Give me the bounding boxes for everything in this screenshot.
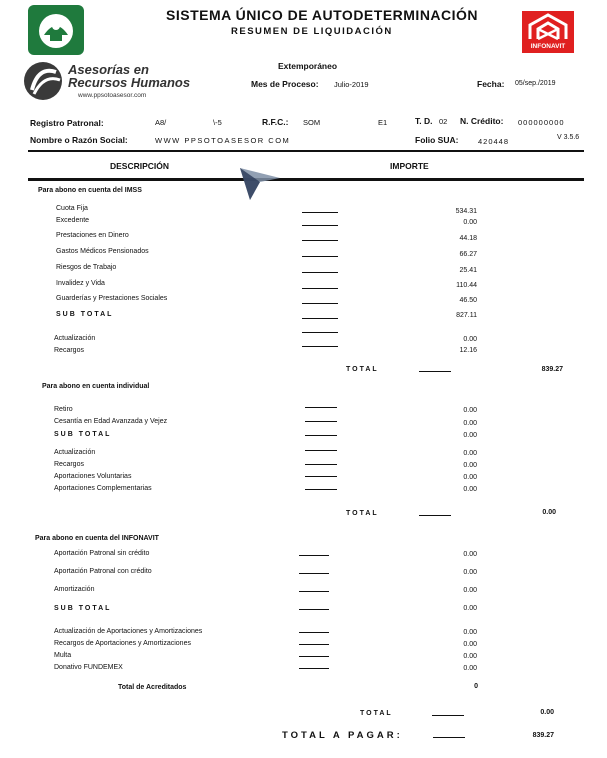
entry-line bbox=[299, 656, 329, 657]
infonavit-amortizacion-label: Amortización bbox=[54, 586, 95, 593]
individual-retiro-label: Retiro bbox=[54, 406, 73, 413]
entry-line bbox=[305, 421, 337, 422]
infonavit-item-value: 0.00 bbox=[463, 665, 477, 672]
entry-line bbox=[305, 407, 337, 408]
imss-item-value: 46.50 bbox=[459, 297, 477, 304]
grand-total-value: 839.27 bbox=[532, 732, 554, 739]
imss-recargos-value: 12.16 bbox=[459, 347, 477, 354]
entry-line bbox=[299, 609, 329, 610]
individual-heading: Para abono en cuenta individual bbox=[42, 383, 150, 390]
imss-item-label: Invalidez y Vida bbox=[56, 280, 105, 287]
infonavit-total-value: 0.00 bbox=[540, 709, 554, 716]
individual-retiro-value: 0.00 bbox=[463, 407, 477, 414]
header-rule-top bbox=[28, 150, 584, 152]
individual-item-value: 0.00 bbox=[463, 474, 477, 481]
page-title: SISTEMA ÚNICO DE AUTODETERMINACIÓN bbox=[166, 7, 479, 23]
td-label: T. D. bbox=[415, 116, 433, 126]
imss-item-label: Excedente bbox=[56, 217, 90, 224]
type-label: Extemporáneo bbox=[278, 61, 338, 71]
watermark-line2: Recursos Humanos bbox=[68, 75, 191, 90]
entry-line bbox=[299, 632, 329, 633]
imss-item-label: Prestaciones en Dinero bbox=[56, 232, 129, 239]
watermark-logo bbox=[22, 60, 191, 102]
entry-line bbox=[302, 225, 338, 226]
col-descripcion: DESCRIPCIÓN bbox=[110, 161, 170, 171]
entry-line bbox=[302, 212, 338, 213]
folio-value: 420448 bbox=[478, 137, 510, 146]
cursor-arrow-icon bbox=[238, 166, 282, 207]
entry-line bbox=[419, 515, 451, 516]
individual-item-value: 0.00 bbox=[463, 462, 477, 469]
page-subtitle: RESUMEN DE LIQUIDACIÓN bbox=[231, 26, 393, 37]
entry-line bbox=[302, 256, 338, 257]
infonavit-con-credito-label: Aportación Patronal con crédito bbox=[54, 568, 152, 575]
entry-line bbox=[302, 318, 338, 319]
individual-subtotal-label: SUB TOTAL bbox=[54, 431, 112, 438]
registro-label: Registro Patronal: bbox=[30, 118, 104, 128]
infonavit-total-label: TOTAL bbox=[360, 710, 393, 717]
entry-line bbox=[432, 715, 464, 716]
entry-line bbox=[305, 489, 337, 490]
infonavit-item-value: 0.00 bbox=[463, 641, 477, 648]
infonavit-logo bbox=[522, 11, 574, 53]
individual-subtotal-value: 0.00 bbox=[463, 432, 477, 439]
infonavit-item-label: Multa bbox=[54, 652, 72, 659]
imss-item-label: Cuota Fija bbox=[56, 205, 88, 212]
entry-line bbox=[433, 737, 465, 738]
folio-label: Folio SUA: bbox=[415, 135, 459, 145]
col-importe: IMPORTE bbox=[390, 161, 429, 171]
imss-item-value: 110.44 bbox=[456, 282, 477, 289]
registro-value-a: A8/ bbox=[155, 118, 167, 127]
entry-line bbox=[302, 288, 338, 289]
infonavit-item-label: Donativo FUNDEMEX bbox=[54, 664, 123, 671]
entry-line bbox=[299, 555, 329, 556]
infonavit-item-value: 0.00 bbox=[463, 653, 477, 660]
individual-total-value: 0.00 bbox=[542, 509, 556, 516]
imss-item-label: Guarderías y Prestaciones Sociales bbox=[56, 295, 168, 302]
individual-cesantia-label: Cesantía en Edad Avanzada y Vejez bbox=[54, 418, 168, 425]
version-label: V 3.5.6 bbox=[557, 134, 580, 141]
imss-item-value: 66.27 bbox=[459, 251, 477, 258]
individual-total-label: TOTAL bbox=[346, 510, 379, 517]
credito-label: N. Crédito: bbox=[460, 116, 504, 126]
imss-subtotal-value: 827.11 bbox=[456, 312, 477, 319]
individual-item-value: 0.00 bbox=[463, 450, 477, 457]
entry-line bbox=[302, 303, 338, 304]
credito-value: 000000000 bbox=[518, 118, 565, 127]
imss-item-value: 44.18 bbox=[459, 235, 477, 242]
imss-total-label: TOTAL bbox=[346, 366, 379, 373]
imss-item-label: Gastos Médicos Pensionados bbox=[56, 248, 149, 255]
infonavit-con-credito-value: 0.00 bbox=[463, 569, 477, 576]
entry-line bbox=[299, 644, 329, 645]
watermark-url: www.ppsotoasesor.com bbox=[78, 92, 147, 99]
date-value: 05/sep./2019 bbox=[515, 80, 556, 87]
imss-subtotal-label: SUB TOTAL bbox=[56, 311, 114, 318]
infonavit-heading: Para abono en cuenta del INFONAVIT bbox=[35, 535, 159, 542]
rfc-label: R.F.C.: bbox=[262, 117, 289, 127]
infonavit-subtotal-label: SUB TOTAL bbox=[54, 605, 112, 612]
period-value: Julio-2019 bbox=[334, 80, 369, 89]
entry-line bbox=[305, 476, 337, 477]
entry-line bbox=[299, 573, 329, 574]
individual-item-value: 0.00 bbox=[463, 486, 477, 493]
infonavit-acreditados-value: 0 bbox=[474, 683, 478, 690]
entry-line bbox=[305, 435, 337, 436]
grand-total-label: TOTAL A PAGAR: bbox=[282, 730, 403, 741]
imss-heading: Para abono en cuenta del IMSS bbox=[38, 187, 142, 194]
infonavit-subtotal-value: 0.00 bbox=[463, 605, 477, 612]
infonavit-amortizacion-value: 0.00 bbox=[463, 587, 477, 594]
header-rule-bottom bbox=[28, 178, 584, 181]
td-value: 02 bbox=[439, 117, 448, 126]
entry-line bbox=[299, 668, 329, 669]
date-label: Fecha: bbox=[477, 79, 505, 89]
infonavit-item-label: Actualización de Aportaciones y Amortizaciones bbox=[54, 628, 203, 635]
infonavit-sin-credito-value: 0.00 bbox=[463, 551, 477, 558]
individual-item-label: Aportaciones Complementarias bbox=[54, 485, 152, 492]
imss-recargos-label: Recargos bbox=[54, 347, 84, 354]
period-label: Mes de Proceso: bbox=[251, 79, 319, 89]
imss-total-value: 839.27 bbox=[541, 366, 563, 373]
entry-line bbox=[305, 450, 337, 451]
entry-line bbox=[302, 240, 338, 241]
imss-actualizacion-label: Actualización bbox=[54, 335, 96, 342]
individual-item-label: Recargos bbox=[54, 461, 84, 468]
nombre-value: WWW PPSOTOASESOR COM bbox=[155, 136, 291, 145]
imss-item-label: Riesgos de Trabajo bbox=[56, 264, 117, 271]
rfc-value-a: SOM bbox=[303, 118, 321, 127]
imss-item-value: 534.31 bbox=[455, 208, 477, 215]
nombre-label: Nombre o Razón Social: bbox=[30, 135, 128, 145]
imss-item-value: 0.00 bbox=[463, 219, 477, 226]
entry-line bbox=[299, 591, 329, 592]
infonavit-logo-text: INFONAVIT bbox=[530, 43, 566, 50]
infonavit-item-label: Recargos de Aportaciones y Amortizaciones bbox=[54, 640, 191, 647]
rfc-value-b: E1 bbox=[378, 118, 388, 127]
entry-line bbox=[302, 346, 338, 347]
individual-item-label: Actualización bbox=[54, 449, 96, 456]
infonavit-item-value: 0.00 bbox=[463, 629, 477, 636]
imss-logo bbox=[28, 5, 84, 55]
entry-line bbox=[305, 464, 337, 465]
entry-line bbox=[419, 371, 451, 372]
imss-item-value: 25.41 bbox=[459, 267, 477, 274]
individual-cesantia-value: 0.00 bbox=[463, 420, 477, 427]
imss-actualizacion-value: 0.00 bbox=[463, 336, 477, 343]
registro-value-b: \-5 bbox=[213, 118, 222, 127]
individual-item-label: Aportaciones Voluntarias bbox=[54, 473, 132, 480]
watermark-line1: Asesorías en bbox=[68, 62, 149, 77]
entry-line bbox=[302, 272, 338, 273]
infonavit-sin-credito-label: Aportación Patronal sin crédito bbox=[54, 550, 150, 557]
infonavit-acreditados-label: Total de Acreditados bbox=[118, 684, 187, 691]
entry-line bbox=[302, 332, 338, 333]
